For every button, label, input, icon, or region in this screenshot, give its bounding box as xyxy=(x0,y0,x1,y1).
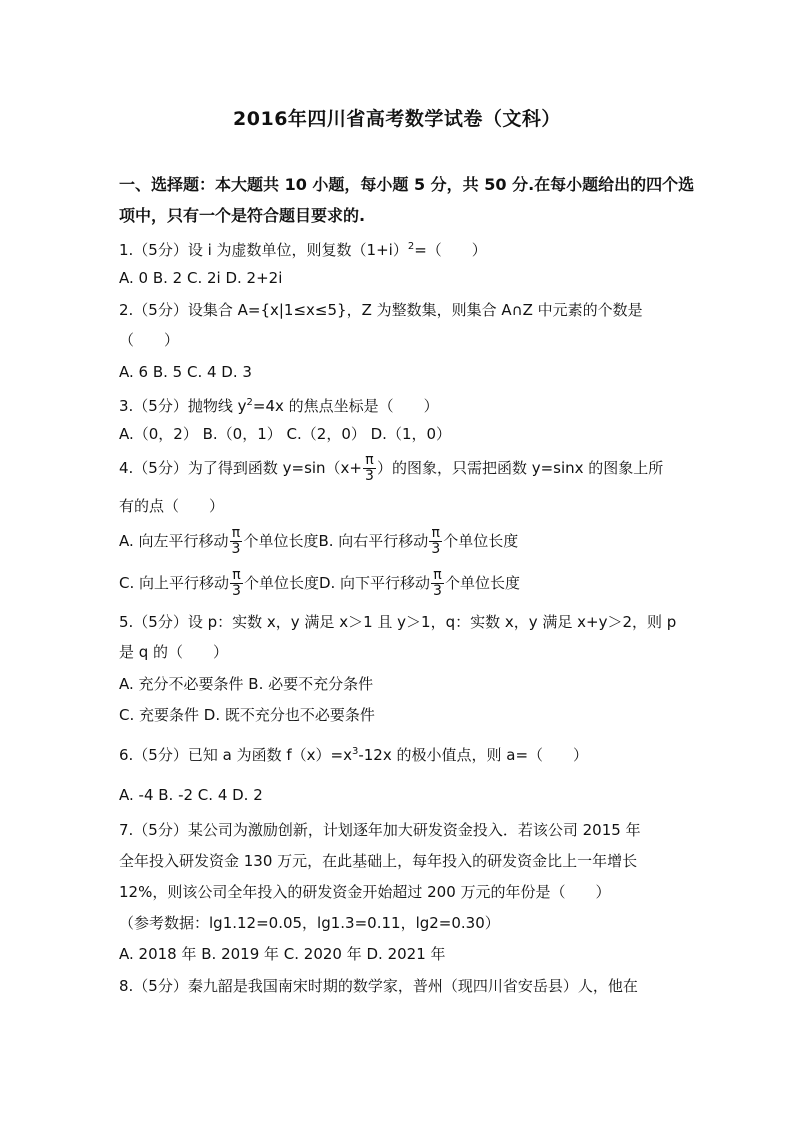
fraction-denominator: 3 xyxy=(232,583,241,599)
question-3-text-end: =4x 的焦点坐标是（ ） xyxy=(252,397,439,415)
option-c-text: C. 向上平行移动 xyxy=(119,574,230,592)
fraction-numerator: π xyxy=(429,526,442,542)
question-6-options: A. -4 B. -2 C. 4 D. 2 xyxy=(119,786,263,804)
fraction-denominator: 3 xyxy=(365,468,374,484)
option-c-text-end: 个单位长度 xyxy=(243,574,319,592)
question-4-text: 4.（5分）为了得到函数 y=sin（x+ xyxy=(119,459,363,477)
option-a-text: A. 向左平行移动 xyxy=(119,532,229,550)
question-7-stem-line1: 7.（5分）某公司为激励创新，计划逐年加大研发资金投入．若该公司 2015 年 xyxy=(119,821,641,839)
fraction-numerator: π xyxy=(431,568,444,584)
question-1-options: A. 0 B. 2 C. 2i D. 2+2i xyxy=(119,269,283,287)
section-heading-line2: 项中，只有一个是符合题目要求的. xyxy=(119,206,366,225)
question-6-text: 6.（5分）已知 a 为函数 f（x）=x xyxy=(119,746,352,764)
question-3-options: A.（0，2） B.（0，1） C.（2，0） D.（1，0） xyxy=(119,425,452,443)
question-5-options-cd: C. 充要条件 D. 既不充分也不必要条件 xyxy=(119,706,375,724)
option-d-text-end: 个单位长度 xyxy=(444,574,520,592)
fraction-denominator: 3 xyxy=(231,541,241,557)
fraction xyxy=(230,526,243,557)
page-title: 2016年四川省高考数学试卷（文科） xyxy=(233,108,561,130)
question-4-text-end: ）的图象，只需把函数 y=sinx 的图象上所 xyxy=(376,459,664,477)
question-7-reference-data: （参考数据：lg1.12=0.05，lg1.3=0.11，lg2=0.30） xyxy=(119,914,500,932)
option-b-text-end: 个单位长度 xyxy=(443,532,519,550)
fraction xyxy=(431,568,444,599)
question-1-text: 1.（5分）设 i 为虚数单位，则复数（1+i） xyxy=(119,241,408,259)
question-8-stem-line1: 8.（5分）秦九韶是我国南宋时期的数学家，普州（现四川省安岳县）人，他在 xyxy=(119,977,638,995)
question-1-stem xyxy=(119,237,487,260)
question-6-stem xyxy=(119,742,588,765)
question-3-stem xyxy=(119,393,439,416)
question-5-stem-line1: 5.（5分）设 p：实数 x，y 满足 x＞1 且 y＞1，q：实数 x，y 满足 x+y＞2，则 p xyxy=(119,613,677,631)
option-d-text: D. 向下平行移动 xyxy=(318,574,431,592)
section-heading-line1: 一、选择题：本大题共 10 小题，每小题 5 分，共 50 分.在每小题给出的四个选 xyxy=(119,175,695,194)
option-a-text-end: 个单位长度 xyxy=(243,532,319,550)
question-4-options-cd xyxy=(119,568,520,599)
exponent: 2 xyxy=(246,397,253,408)
question-3-text: 3.（5分）抛物线 y xyxy=(119,397,247,415)
exponent: 2 xyxy=(407,241,415,252)
fraction-denominator: 3 xyxy=(433,583,442,599)
question-2-stem-line1: 2.（5分）设集合 A={x|1≤x≤5}，Z 为整数集，则集合 A∩Z 中元素的个数是 xyxy=(119,301,643,319)
fraction-numerator: π xyxy=(230,526,243,542)
exponent: 3 xyxy=(351,746,359,757)
fraction xyxy=(363,453,376,484)
fraction xyxy=(230,568,243,599)
fraction-numerator: π xyxy=(363,453,376,469)
question-7-stem-line3: 12%，则该公司全年投入的研发资金开始超过 200 万元的年份是（ ） xyxy=(119,883,611,901)
question-7-options: A. 2018 年 B. 2019 年 C. 2020 年 D. 2021 年 xyxy=(119,945,446,963)
fraction-denominator: 3 xyxy=(431,541,441,557)
question-4-options-ab xyxy=(119,526,518,557)
question-1-text-end: =（ ） xyxy=(414,241,487,259)
fraction-numerator: π xyxy=(230,568,243,584)
question-4-stem-line1 xyxy=(119,453,663,484)
question-4-stem-line2: 有的点（ ） xyxy=(119,497,225,515)
question-2-options: A. 6 B. 5 C. 4 D. 3 xyxy=(119,363,252,381)
question-5-stem-line2: 是 q 的（ ） xyxy=(119,643,229,661)
question-6-text-end: -12x 的极小值点，则 a=（ ） xyxy=(358,746,589,764)
question-2-stem-line2: （ ） xyxy=(119,331,180,349)
question-5-options-ab: A. 充分不必要条件 B. 必要不充分条件 xyxy=(119,675,374,693)
question-7-stem-line2: 全年投入研发资金 130 万元，在此基础上，每年投入的研发资金比上一年增长 xyxy=(119,852,638,870)
fraction xyxy=(429,526,442,557)
option-b-text: B. 向右平行移动 xyxy=(318,532,429,550)
